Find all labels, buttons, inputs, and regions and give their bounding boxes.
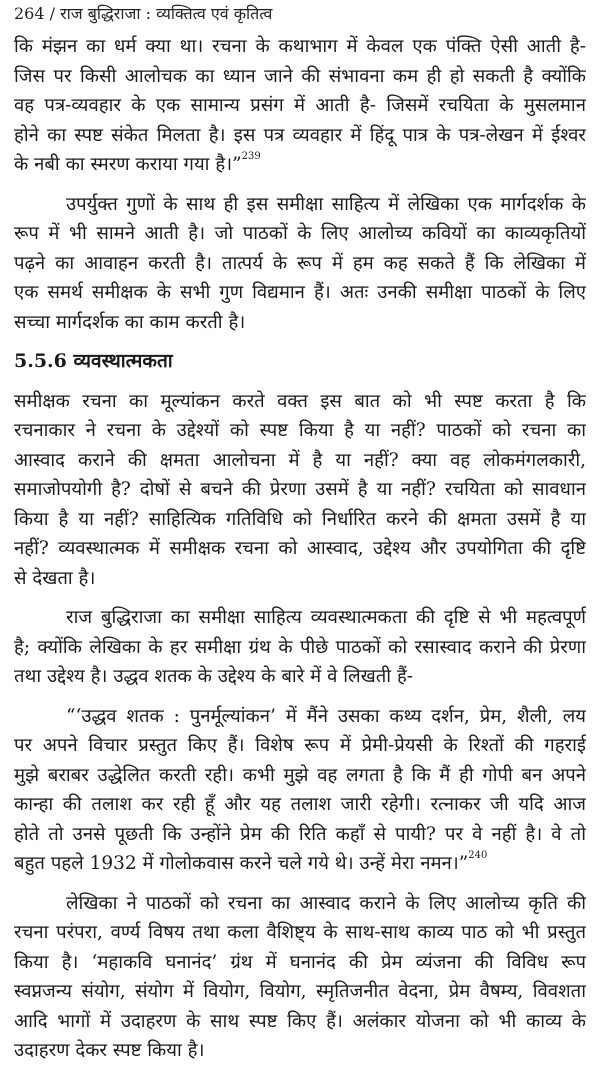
line-text: कि मंझन का धर्म क्या था। रचना के कथाभाग में केवल एक पंक्ति ऐसी आती है- — [14, 36, 586, 57]
page-body — [14, 32, 586, 1076]
text-line — [14, 278, 586, 308]
paragraph — [14, 889, 586, 1066]
line-text: उपर्युक्त गुणों के साथ ही इस समीक्षा साहित्य में लेखिका एक मार्गदर्शक के — [66, 193, 586, 215]
line-text: बहुत पहले 1932 में गोलोकवास करने चले गये थे। उन्हें मेरा नमन।” — [14, 853, 469, 874]
line-text: “‘उद्धव शतक : पुनर्मूल्यांकन’ में मैंने उसका कथ्य दर्शन, प्रेम, शैली, लय — [66, 705, 586, 727]
text-line — [14, 121, 586, 151]
line-text: से देखता है। — [14, 567, 96, 589]
line-text: आदि भागों में उदाहरण के साथ स्पष्ट किए हैं। अलंकार योजना को भी काव्य के — [14, 1010, 586, 1032]
line-text: मुझे बराबर उद्धेलित करती रही। कभी मुझे वह लगता है कि मैं ही गोपी बन अपने — [14, 764, 586, 786]
text-line — [14, 1007, 586, 1037]
line-text: होते तो उनसे पूछती कि उन्होंने प्रेम की रिति कहाँ से पायी? पर वे नहीं है। वे तो — [14, 823, 586, 845]
text-line — [14, 849, 586, 879]
footnote-marker: 239 — [241, 151, 261, 162]
text-line — [14, 633, 586, 663]
text-line — [14, 308, 586, 338]
line-text: आस्वाद कराने की क्षमता आलोचना में है या नहीं? क्या वह लोकमंगलकारी, — [14, 449, 586, 471]
text-line — [14, 564, 586, 594]
text-line — [14, 32, 586, 62]
text-line — [14, 150, 586, 180]
line-text: किया है या नहीं? साहित्यिक गतिविधि को निर्धारित करने की क्षमता उसमें है या — [14, 508, 586, 530]
text-line — [14, 1036, 586, 1066]
line-text: सच्चा मार्गदर्शक का काम करती है। — [14, 311, 246, 333]
line-text: होने का स्पष्ट संकेत मिलता है। इस पत्र व्यवहार में हिंदू पात्र के पत्र-लेखन में ईश्वर — [14, 124, 586, 146]
text-line — [14, 534, 586, 564]
footnote-marker: 240 — [468, 850, 488, 861]
text-line — [14, 219, 586, 249]
text-line — [14, 731, 586, 761]
text-line — [14, 977, 586, 1007]
paragraph — [14, 190, 586, 338]
text-line — [14, 387, 586, 417]
text-line — [14, 416, 586, 446]
line-text: उदाहरण देकर स्पष्ट किया है। — [14, 1040, 205, 1061]
line-text: स्वप्नजन्य संयोग, संयोग में वियोग, वियोग, स्मृतिजनीत वेदना, प्रेम वैषम्य, विवशता — [14, 981, 586, 1002]
line-text: पढ़ने का आवाहन करती है। तात्पर्य के रूप में हम कह सकते हैं कि लेखिका में — [14, 252, 586, 274]
text-line — [14, 505, 586, 535]
text-line — [14, 249, 586, 279]
text-line — [14, 62, 586, 92]
text-line — [14, 475, 586, 505]
paragraph — [14, 32, 586, 180]
text-line — [14, 948, 586, 978]
text-line — [14, 190, 586, 220]
line-text: के नबी का स्मरण कराया गया है।” — [14, 154, 242, 175]
paragraph — [14, 603, 586, 692]
line-text: रूप में भी सामने आती है। जो पाठकों के लिए आलोच्य कवियों का काव्यकृतियों — [14, 223, 586, 244]
text-line — [14, 761, 586, 791]
text-line — [14, 702, 586, 732]
text-line — [14, 790, 586, 820]
text-line — [14, 889, 586, 919]
line-text: रचनाकार ने रचना के उद्देश्यों को स्पष्ट किया है या नहीं? पाठकों को रचना का — [14, 420, 586, 441]
line-text: समाजोपयोगी है? दोषों से बचने की प्रेरणा उसमें है या नहीं? रचयिता को सावधान — [14, 479, 586, 500]
text-line — [14, 820, 586, 850]
line-text: पर अपने विचार प्रस्तुत किए हैं। विशेष रूप में प्रेमी-प्रेयसी के रिश्तों की गहराई — [14, 735, 586, 756]
line-text: रचना परंपरा, वर्ण्य विषय तथा कला वैशिष्ट्य के साथ-साथ काव्य पाठ को भी प्रस्तुत — [14, 922, 586, 943]
paragraph — [14, 387, 586, 594]
line-text: नहीं? व्यवस्थात्मक में समीक्षक रचना को आस्वाद, उद्देश्य और उपयोगिता की दृष्टि — [14, 538, 586, 559]
line-text: वह पत्र-व्यवहार के एक सामान्य प्रसंग में आती है- जिसमें रचयिता के मुसलमान — [14, 95, 586, 116]
text-line — [14, 603, 586, 633]
line-text: जिस पर किसी आलोचक का ध्यान जाने की संभावना कम ही हो सकती है क्योंकि — [14, 65, 586, 87]
text-line — [14, 662, 586, 692]
line-text: राज बुद्धिराजा का समीक्षा साहित्य व्यवस्थात्मकता की दृष्टि से भी महत्वपूर्ण — [66, 607, 586, 628]
line-text: समीक्षक रचना का मूल्यांकन करते वक्त इस बात को भी स्पष्ट करता है कि — [14, 390, 586, 412]
text-line — [14, 918, 586, 948]
line-text: है; क्योंकि लेखिका के हर समीक्षा ग्रंथ के पीछे पाठकों को रसास्वाद कराने की प्रेरणा — [14, 636, 586, 658]
line-text: लेखिका ने पाठकों को रचना का आस्वाद कराने के लिए आलोच्य कृति की — [66, 892, 586, 914]
running-head: 264 / राज बुद्धिराजा : व्यक्तित्व एवं कृतित्व — [14, 4, 273, 23]
paragraph — [14, 702, 586, 879]
section-heading: 5.5.6 व्यवस्थात्मकता — [14, 350, 173, 372]
text-line — [14, 446, 586, 476]
text-line — [14, 91, 586, 121]
line-text: किया है। ‘महाकवि घनानंद’ ग्रंथ में घनानंद की प्रेम व्यंजना की विविध रूप — [14, 951, 586, 973]
line-text: एक समर्थ समीक्षक के सभी गुण विद्यमान हैं। अतः उनकी समीक्षा पाठकों के लिए — [14, 282, 586, 303]
line-text: तथा उद्देश्य है। उद्धव शतक के उद्देश्य के बारे में वे लिखती हैं- — [14, 666, 414, 687]
line-text: कान्हा की तलाश कर रही हूँ और यह तलाश जारी रहेगी। रत्नाकर जी यदि आज — [14, 794, 586, 815]
